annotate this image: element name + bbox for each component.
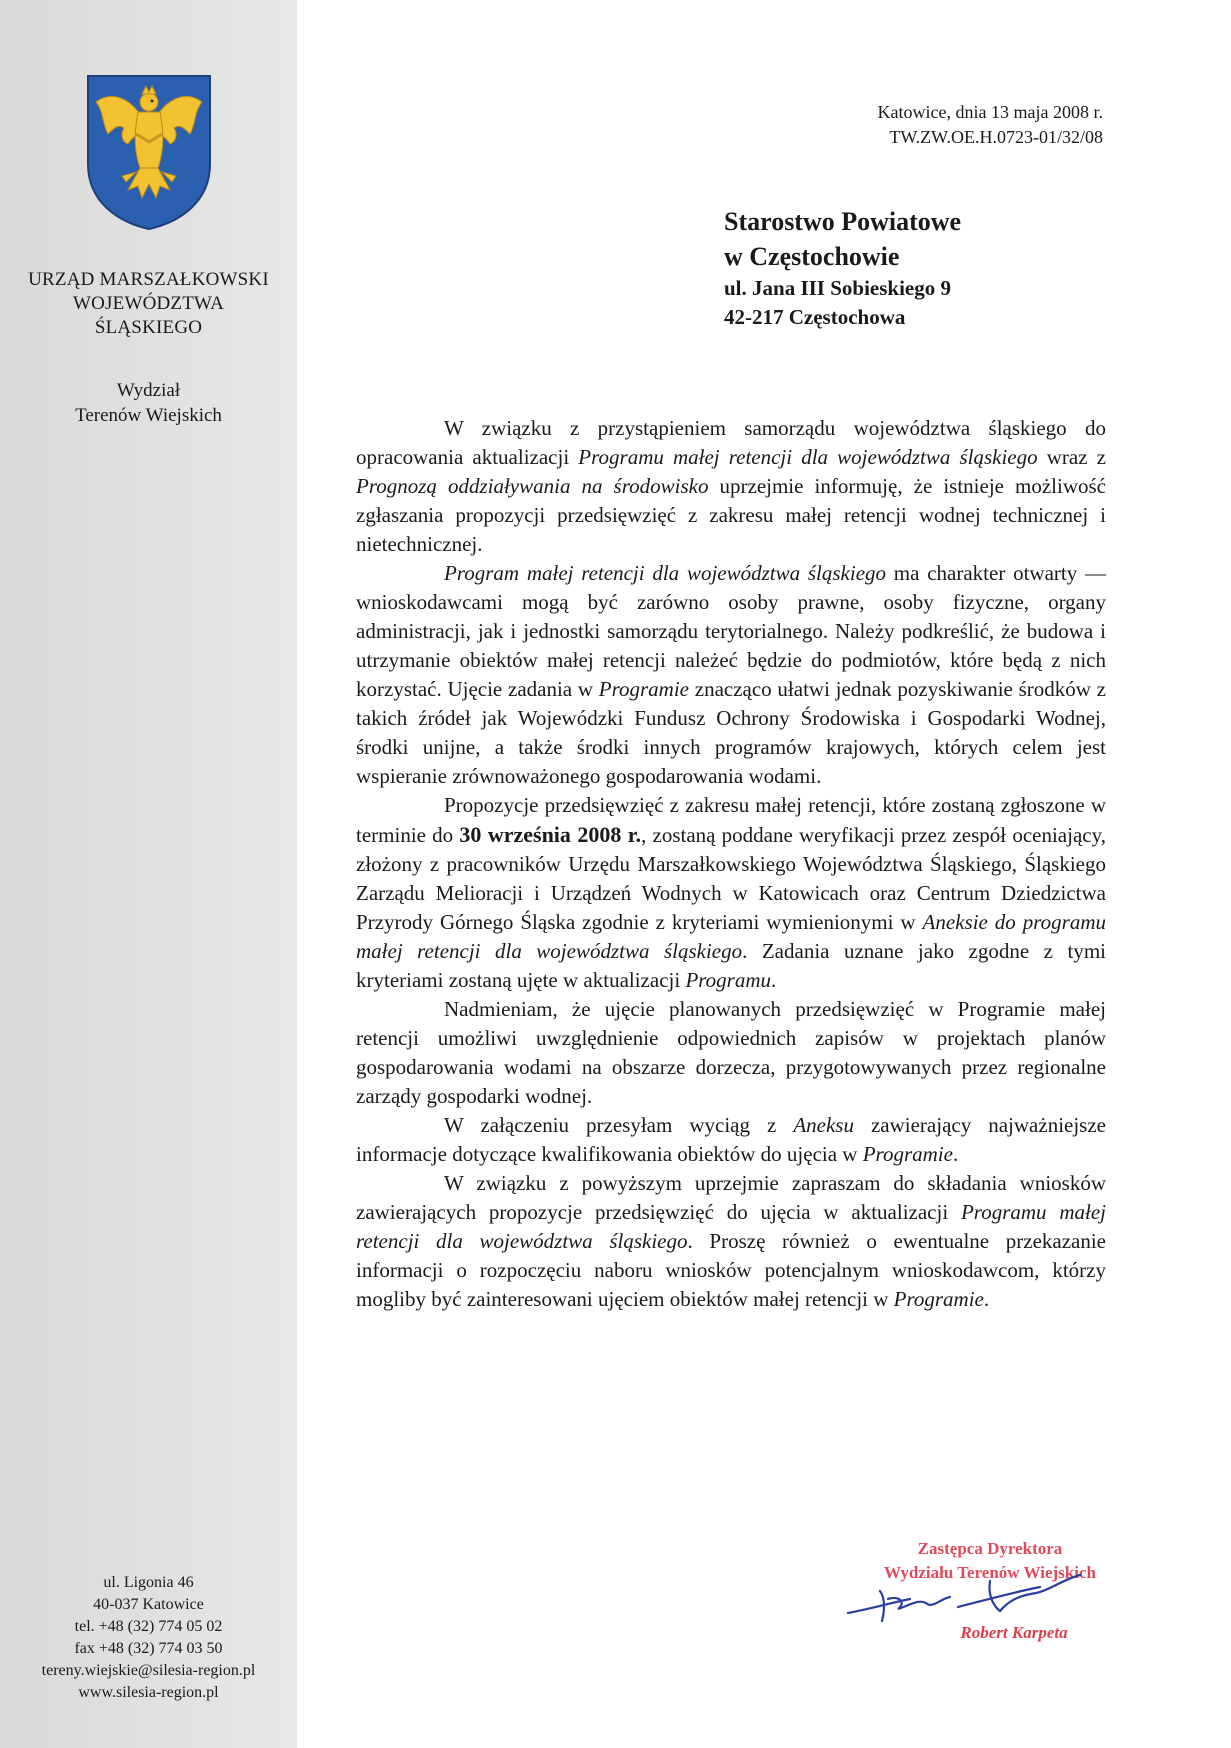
text-run: . Proszę również o ewentualne przekazanie informacji o rozpoczęciu naboru wniosków potencjalnym wnioskodawcom, którzy mogliby być zainteresowani ujęciem obiektów małej retencji w <box>356 1229 1107 1311</box>
text-run-italic: Programu małej retencji dla województwa śląskiego <box>578 445 1038 469</box>
signatory-name: Robert Karpeta <box>960 1623 1068 1642</box>
text-run: . <box>952 1142 959 1166</box>
silesian-eagle-crest-icon <box>84 72 214 232</box>
text-run: , zostaną poddane weryfikacji przez zespół oceniający, złożony z pracowników Urzędu Marszałkowskiego Województwa Śląskiego, Śląskiego Zarządu Melioracji i Urządzeń Wodnych w Katowicach oraz Centrum Dziedzictwa Przyrody Górnego Śląska zgodnie z kryteriami wymienionymi w <box>356 823 1106 934</box>
fax-number: fax +48 (32) 774 03 50 <box>74 1640 223 1657</box>
contact-block <box>10 1572 287 1704</box>
paragraph-5 <box>356 1111 1106 1169</box>
signature-title-line2: Wydziału Terenów Wiejskich <box>884 1563 1096 1582</box>
text-run: znacząco ułatwi jednak pozyskiwanie środków z takich źródeł jak Wojewódzki Fundusz Ochrony Środowiska i Gospodarki Wodnej, środki unijne, a także środki innych programów krajowych, których celem jest wspieranie zrównoważonego gospodarowania wodami. <box>356 677 1106 788</box>
email-address: tereny.wiejskie@silesia-region.pl <box>41 1662 256 1679</box>
paragraph-2 <box>356 559 1106 791</box>
text-run-italic: Prognozą oddziaływania na środowisko <box>356 474 709 498</box>
letterhead-sidebar <box>0 0 297 1748</box>
text-run: . Zadania uznane jako zgodne z tymi kryteriami zostaną ujęte w aktualizacji <box>356 939 1106 992</box>
text-run-italic: Programu małej retencji dla województwa śląskiego <box>356 1200 1106 1253</box>
text-run: zawierający najważniejsze informacje dotyczące kwalifikowania obiektów do ujęcia w <box>356 1113 1106 1166</box>
text-run: W załączeniu przesyłam wyciąg z <box>444 1113 794 1137</box>
department-line2: Terenów Wiejskich <box>75 405 222 426</box>
handwritten-signature <box>840 1569 1100 1629</box>
addressee-line3: ul. Jana III Sobieskiego 9 <box>724 276 951 300</box>
addressee-block <box>724 204 1144 332</box>
addressee-line2: w Częstochowie <box>724 242 900 271</box>
text-run-italic: Programie <box>598 677 689 701</box>
reference-number: TW.ZW.OE.H.0723-01/32/08 <box>889 127 1103 147</box>
phone-number: tel. +48 (32) 774 05 02 <box>74 1618 223 1635</box>
text-run-italic: Aneksu <box>793 1113 854 1137</box>
text-run: ma charakter otwarty — wnioskodawcami mogą być zarówno osoby prawne, osoby fizyczne, organy administracji, jak i jednostki samorządu terytorialnego. Należy podkreślić, że budowa i utrzymanie obiektów małej retencji należeć będzie do podmiotów, które będą z nich korzystać. Ujęcie zadania w <box>356 561 1106 701</box>
text-run: Propozycje przedsięwzięć z zakresu małej retencji, które zostaną zgłoszone w terminie do <box>356 793 1106 847</box>
text-run: uprzejmie informuję, że istnieje możliwość zgłaszania propozycji przedsięwzięć z zakresu małej retencji wodnej technicznej i nietechnicznej. <box>356 474 1107 556</box>
paragraph-4: Nadmieniam, że ujęcie planowanych przedsięwzięć w Programie małej retencji umożliwi uwzględnienie odpowiednich zapisów w projektach planów gospodarowania wodami na obszarze dorzecza, przygotowywanych przez regionalne zarządy gospodarki wodnej. <box>356 997 1106 1108</box>
text-run-italic: Aneksie do programu małej retencji dla województwa śląskiego <box>356 910 1106 963</box>
office-name <box>10 268 287 340</box>
text-run: W związku z przystąpieniem samorządu województwa śląskiego do opracowania aktualizacji <box>356 416 1106 469</box>
paragraph-6 <box>356 1169 1106 1314</box>
department-name <box>10 378 287 428</box>
letter-meta <box>703 100 1103 150</box>
text-run-italic: Programu <box>685 968 771 992</box>
website-address: www.silesia-region.pl <box>78 1684 219 1701</box>
office-name-line1: URZĄD MARSZAŁKOWSKI <box>28 269 269 290</box>
text-run: W związku z powyższym uprzejmie zapraszam do składania wniosków zawierających propozycje przedsięwzięć do ujęcia w aktualizacji <box>356 1171 1106 1224</box>
text-run: wraz z <box>1037 445 1106 469</box>
department-line1: Wydział <box>116 380 181 401</box>
address-street: ul. Ligonia 46 <box>103 1574 194 1591</box>
text-run-italic: Program małej retencji dla województwa śląskiego <box>444 561 887 585</box>
addressee-line4: 42-217 Częstochowa <box>724 305 906 329</box>
letter-body <box>356 414 1106 1314</box>
place-date: Katowice, dnia 13 maja 2008 r. <box>877 102 1103 122</box>
office-name-line2: WOJEWÓDZTWA <box>73 293 224 314</box>
text-run: . <box>771 968 777 992</box>
text-run: . <box>983 1287 990 1311</box>
signature-title-line1: Zastępca Dyrektora <box>917 1539 1063 1558</box>
addressee-line1: Starostwo Powiatowe <box>724 207 962 236</box>
deadline-date: 30 września 2008 r. <box>459 822 642 847</box>
text-run-italic: Programie <box>862 1142 953 1166</box>
signature-block <box>840 1535 1120 1655</box>
text-run-italic: Programie <box>893 1287 984 1311</box>
paragraph-3 <box>356 791 1106 995</box>
paragraph-1 <box>356 414 1106 559</box>
office-name-line3: ŚLĄSKIEGO <box>94 317 203 338</box>
address-city: 40-037 Katowice <box>93 1596 204 1613</box>
